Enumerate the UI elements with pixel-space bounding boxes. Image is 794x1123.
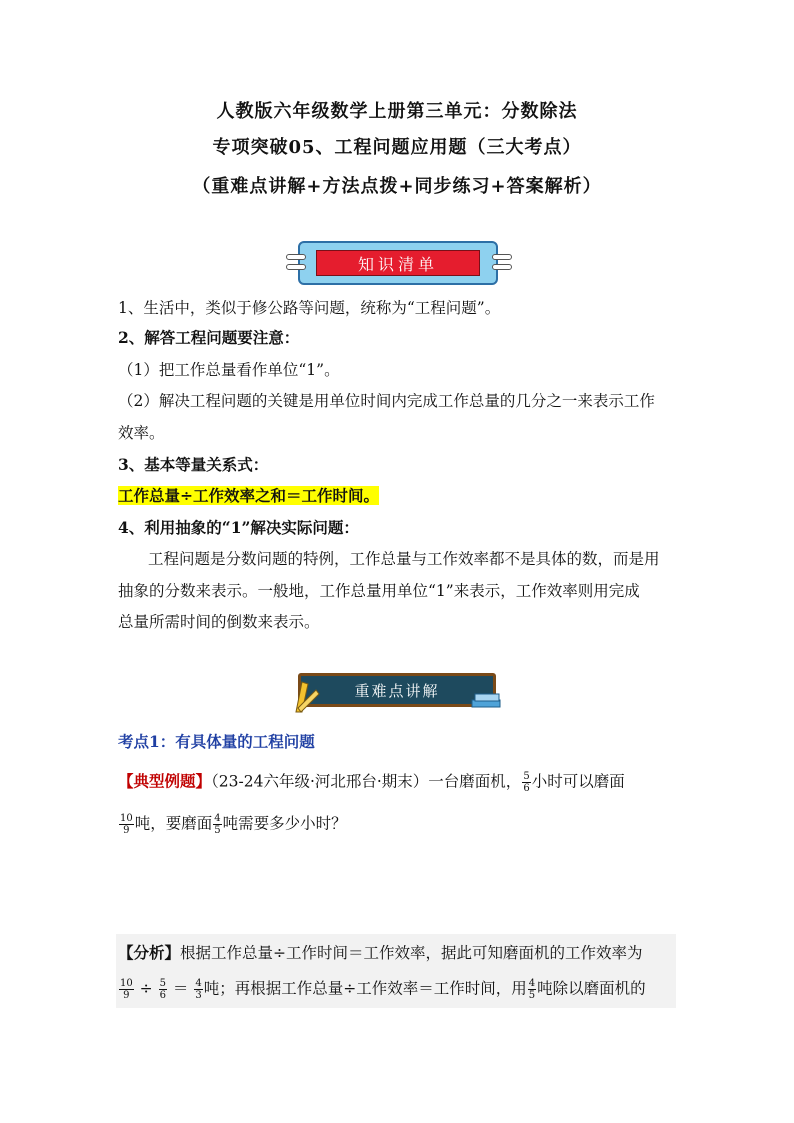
analysis-tag: 【分析】 xyxy=(118,943,181,962)
analysis-line-1 xyxy=(118,943,678,963)
key-points-banner-label: 重难点讲解 xyxy=(301,676,493,704)
example-text: 吨需要多少小时？ xyxy=(222,814,347,833)
knowledge-item-2-1: （1）把工作总量看作单位“1”。 xyxy=(118,361,340,379)
banner-hook-icon xyxy=(492,264,512,270)
doc-title: 人教版六年级数学上册第三单元：分数除法 xyxy=(216,101,578,122)
knowledge-banner-label: 知识清单 xyxy=(316,250,480,276)
analysis-text: 吨；再根据工作总量÷工作效率＝工作时间，用 xyxy=(203,979,527,998)
knowledge-item-3: 3、基本等量关系式： xyxy=(118,455,269,474)
operator: ＝ xyxy=(172,979,189,998)
fraction: $\frac{4}{5}$ xyxy=(528,978,536,1001)
fraction: $\frac{4}{3}$ xyxy=(195,978,202,1001)
analysis-text: 根据工作总量÷工作时间＝工作效率，据此可知磨面机的工作效率为 xyxy=(180,944,643,962)
knowledge-item-4-text: 工程问题是分数问题的特例，工作总量与工作效率都不是具体的数，而是用 xyxy=(148,550,660,568)
key-points-banner xyxy=(298,673,496,707)
example-tag: 【典型例题】 xyxy=(118,771,212,791)
doc-subtitle: 专项突破05、工程问题应用题（三大考点） xyxy=(212,137,582,158)
fraction: $\frac{10}{9}$ xyxy=(120,978,133,1001)
knowledge-banner xyxy=(298,241,498,285)
example-line-2 xyxy=(118,813,678,836)
example-line-1 xyxy=(118,771,678,794)
knowledge-item-1: 1、生活中，类似于修公路等问题，统称为“工程问题”。 xyxy=(118,299,501,317)
example-text: 小时可以磨面 xyxy=(531,772,625,791)
highlighted-formula: 工作总量÷工作效率之和＝工作时间。 xyxy=(118,486,379,505)
pencil-ruler-icon xyxy=(294,678,320,714)
knowledge-item-4: 4、利用抽象的“1”解决实际问题： xyxy=(118,518,359,537)
fraction: $\frac{5}{6}$ xyxy=(159,978,166,1001)
fraction: $\frac{5}{6}$ xyxy=(523,771,530,794)
knowledge-item-2-2: （2）解决工程问题的关键是用单位时间内完成工作总量的几分之一来表示工作 xyxy=(118,392,655,410)
fraction: $\frac{4}{5}$ xyxy=(214,813,221,836)
fraction: $\frac{10}{9}$ xyxy=(120,813,133,836)
example-text: 吨，要磨面 xyxy=(134,814,213,833)
banner-hook-icon xyxy=(286,264,306,270)
analysis-text: 吨除以磨面机的 xyxy=(537,979,646,998)
knowledge-item-2-2-cont: 效率。 xyxy=(118,424,165,442)
kaodian-heading: 考点1：有具体量的工程问题 xyxy=(118,732,315,751)
knowledge-item-2: 2、解答工程问题要注意： xyxy=(118,328,300,347)
knowledge-item-4-text-2: 抽象的分数来表示。一般地，工作总量用单位“1”来表示，工作效率则用完成 xyxy=(118,582,640,600)
operator: ÷ xyxy=(139,979,153,998)
doc-subtitle-2: （重难点讲解+方法点拨+同步练习+答案解析） xyxy=(192,176,602,197)
banner-hook-icon xyxy=(286,254,306,260)
banner-hook-icon xyxy=(492,254,512,260)
knowledge-item-4-text-3: 总量所需时间的倒数来表示。 xyxy=(118,613,320,631)
books-icon xyxy=(470,690,502,710)
analysis-line-2 xyxy=(118,978,678,1001)
example-source: （23-24六年级·河北邢台·期末）一台磨面机， xyxy=(211,772,522,791)
